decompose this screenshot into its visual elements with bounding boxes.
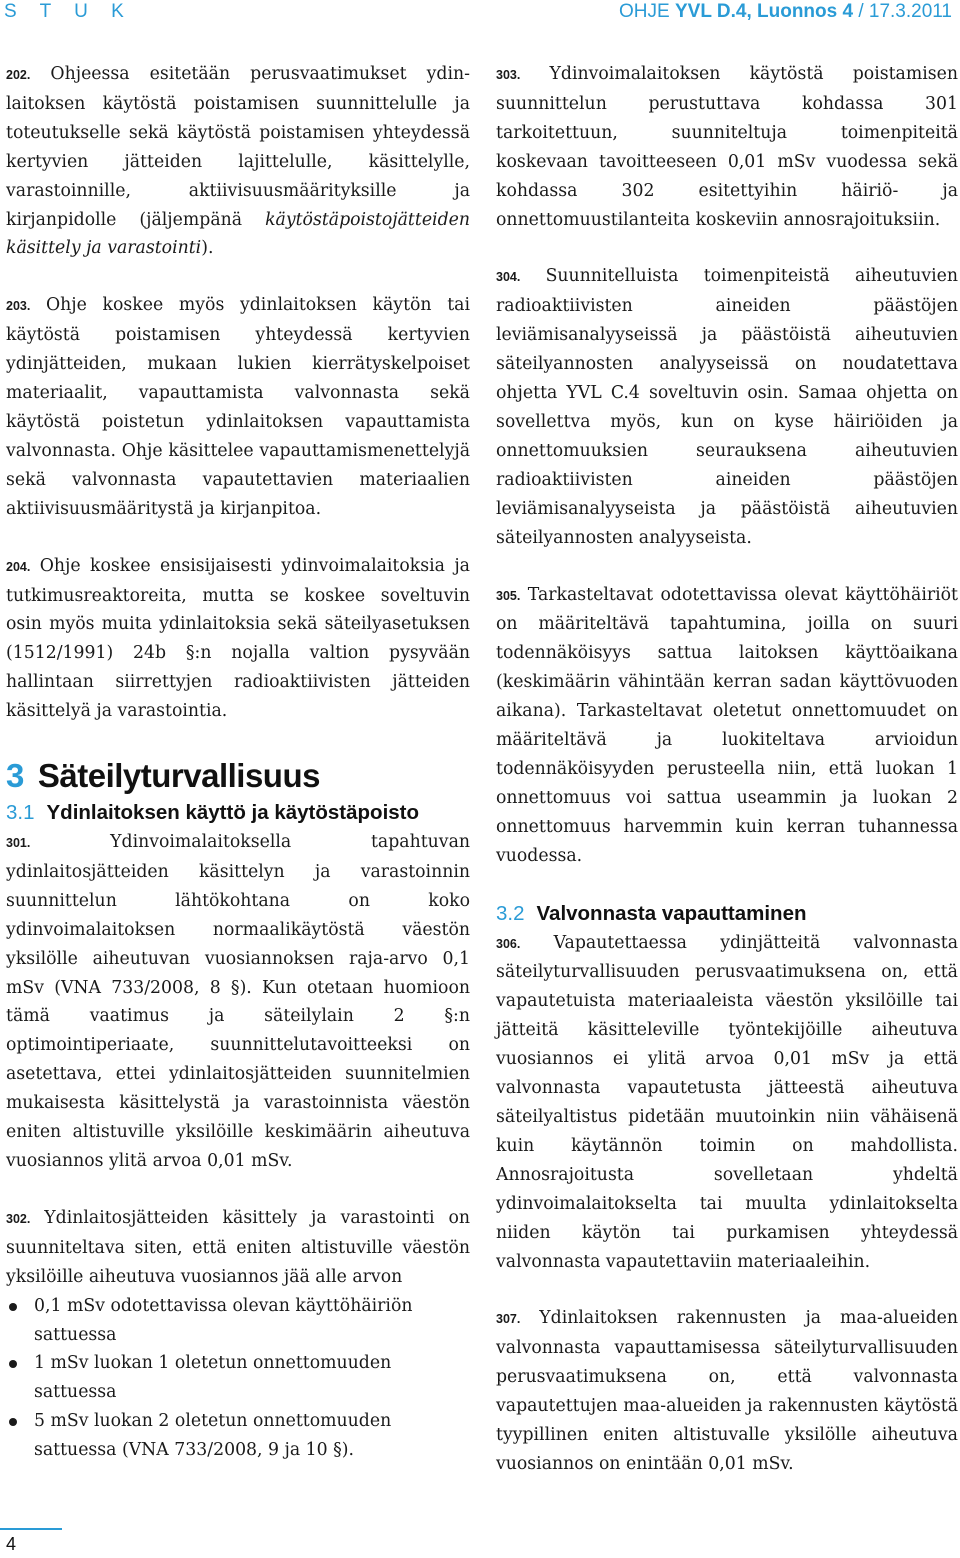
paragraph-203	[6, 291, 470, 523]
paragraph-text: Ohje koskee myös ydinlaitoksen käytön tai käytöstä poistamisen yhteydessä kertyvien ydinjätteiden, mukaan lukien kierrätyskelpoiset materiaalit, vapauttamista valvonnasta sekä käytöstä poistetun ydinlaitoksen vapauttamista valvonnasta. Ohje käsittelee vapauttamismenettelyjä sekä valvonnasta vapautettavien materiaalien aktiivisuusmääritystä ja kirjanpitoa.	[6, 295, 470, 519]
bullet-icon	[9, 1418, 17, 1426]
page-header	[0, 0, 960, 24]
paragraph-204	[6, 552, 470, 726]
footer-divider	[0, 1528, 62, 1530]
paragraph-text: Ydinvoimalaitoksella tapahtuvan ydinlaitosjätteiden käsittelyn ja varastoinnin suunnittelun lähtökohtana on koko ydinvoimalaitoksen normaalikäytöstä väestön yksilölle aiheutuvan vuosiannoksen raja-arvo 0,1 mSv (VNA 733/2008, 8 §). Kun otetaan huomioon tämä vaatimus ja säteilylain 2 §:n optimointiperiaate, suunnittelutavoitteeksi on asetettava, ettei ydinlaitosjätteiden suunnitelmien mukaisesta käsittelystä ja varastoinnista väestön eniten altistuville yksilöille keskimäärin aiheutuva vuosiannos ylitä arvoa 0,01 mSv.	[6, 832, 470, 1171]
paragraph-text: Ohje koskee ensisijaisesti ydinvoimalaitoksia ja tutkimusreaktoreita, mutta se koskee soveltuvin osin myös muita ydinlaitoksia sekä säteilyasetuksen (1512/1991) 24b §:n nojalla valtion pysyvään hallintaan siirrettyjen radioaktiivisten jätteiden käsittelyä ja varastointia.	[6, 555, 470, 722]
paragraph-text: Ohjeessa esitetään perusvaatimukset ydin-laitoksen käytöstä poistamisen suunnittelulle ja toteutukselle sekä käytöstä poistamisen yhteydessä kertyvien jätteiden lajittelulle, käsittelylle, varastoinnille, aktiivisuusmäärityksille ja kirjanpidolle (jäljempänä	[6, 64, 470, 230]
guide-prefix: OHJE	[619, 1, 675, 22]
section-3-1-heading	[6, 800, 470, 826]
list-item-text: 0,1 mSv odotettavissa olevan käyttöhäiriön sattuessa	[34, 1295, 413, 1345]
section-number: 3.2	[496, 901, 525, 925]
paragraph-text: Ydinvoimalaitoksen käytöstä poistamisen suunnittelun perustuttava kohdassa 301 tarkoitettuun, suunniteltuja toimenpiteitä koskevaan tavoitteeseen 0,01 mSv vuodessa sekä kohdassa 302 esitettyihin häiriö- ja onnettomuustilanteita koskeviin annosrajoituksiin.	[496, 64, 958, 230]
paragraph-301	[6, 828, 470, 1176]
list-item	[6, 1349, 470, 1407]
list-item	[6, 1292, 470, 1350]
right-column	[496, 60, 958, 1479]
section-number: 3	[6, 757, 24, 795]
section-3-heading	[6, 756, 470, 796]
list-item-text: 1 mSv luokan 1 oletetun onnettomuuden sattuessa	[34, 1353, 392, 1403]
paragraph-number: 306.	[496, 936, 521, 951]
guide-identifier	[619, 0, 952, 24]
paragraph-number: 203.	[6, 299, 31, 314]
paragraph-text: Vapautettaessa ydinjätteitä valvonnasta säteilyturvallisuuden perusvaatimuksena on, että vapautetuista materiaaleista väestön yksilöille tai jätteitä käsitteleville työntekijöille aiheutuva vuosiannos ei ylitä arvoa 0,01 mSv ja että valvonnasta vapautetusta jätteestä aiheutuva säteilyaltistus pidetään muutoinkin niin vähäisenä kuin käytännön toimin on mahdollista. Annosrajoitusta sovelletaan yhdeltä ydinvoimalaitokselta tai muulta ydinlaitokselta niiden käytön tai purkamisen yhteydessä valvonnasta vapautettaviin materiaaleihin.	[496, 932, 958, 1272]
section-3-2-heading	[496, 901, 958, 927]
paragraph-number: 304.	[496, 270, 521, 285]
bullet-icon	[9, 1303, 17, 1311]
paragraph-emphasis: käytöstäpoistojätteiden käsittely ja varastointi	[6, 209, 470, 259]
section-title: Valvonnasta vapauttaminen	[536, 901, 807, 925]
paragraph-306	[496, 929, 958, 1277]
guide-date: / 17.3.2011	[853, 1, 952, 22]
paragraph-number: 303.	[496, 68, 521, 82]
guide-code: YVL D.4, Luonnos 4	[674, 1, 854, 22]
paragraph-303	[496, 60, 958, 234]
paragraph-text: Ydinlaitosjätteiden käsittely ja varastointi on suunniteltava siten, että eniten altistuville väestön yksilöille aiheutuva vuosiannos jää alle arvon	[6, 1207, 470, 1287]
paragraph-text: Tarkasteltavat odotettavissa olevat käyttöhäiriöt on määriteltävä tapahtumina, joilla on suuri todennäköisyys sattua laitoksen käyttöaikana (keskimäärin vähintään kerran sadan käyttövuoden aikana). Tarkasteltavat oletetut onnettomuudet on määriteltävä ja luokiteltava arvioidun todennäköisyyden perusteella niin, että luokan 1 onnettomuus voi sattua useammin ja luokan 2 onnettomuus harvemmin kuin kerran tuhannessa vuodessa.	[496, 584, 958, 866]
paragraph-304	[496, 262, 958, 552]
paragraph-202	[6, 60, 470, 263]
paragraph-number: 202.	[6, 68, 31, 82]
bullet-icon	[9, 1360, 17, 1368]
org-name: S T U K	[4, 1, 133, 22]
paragraph-text-end: ).	[201, 238, 214, 259]
list-item-text: 5 mSv luokan 2 oletetun onnettomuuden sattuessa (VNA 733/2008, 9 ja 10 §).	[34, 1411, 392, 1461]
section-number: 3.1	[6, 801, 35, 825]
paragraph-text: Suunnitelluista toimenpiteistä aiheutuvien radioaktiivisten aineiden päästöjen leviämisanalyyseissä ja päästöistä aiheutuvien säteilyannosten analyyseissä on noudatettava ohjetta YVL C.4 soveltuvin osin. Samaa ohjetta on sovellettva myös, kun on kyse häiriöiden ja onnettomuuksien seurauksena aiheutuvien radioaktiivisten aineiden päästöjen leviämisanalyyseista ja päästöistä aiheutuvien säteilyannosten analyyseista.	[496, 266, 958, 548]
paragraph-number: 302.	[6, 1211, 31, 1226]
page-number: 4	[6, 1534, 17, 1554]
dose-limit-list	[6, 1292, 470, 1465]
section-title: Säteilyturvallisuus	[37, 757, 320, 795]
paragraph-302	[6, 1204, 470, 1292]
paragraph-number: 301.	[6, 836, 31, 851]
list-item	[6, 1407, 470, 1465]
paragraph-305	[496, 581, 958, 871]
paragraph-number: 204.	[6, 559, 31, 574]
paragraph-number: 307.	[496, 1312, 521, 1327]
paragraph-text: Ydinlaitoksen rakennusten ja maa-alueiden valvonnasta vapauttamisessa säteilyturvallisuuden perusvaatimuksena on, että valvonnasta vapautettujen maa-alueiden ja rakennusten käytöstä tyypillinen eniten altistuvalle yksilölle aiheutuva vuosiannos on enintään 0,01 mSv.	[496, 1308, 958, 1474]
left-column	[6, 60, 470, 1465]
paragraph-307	[496, 1304, 958, 1478]
paragraph-number: 305.	[496, 588, 521, 603]
section-title: Ydinlaitoksen käyttö ja käytöstäpoisto	[46, 801, 420, 825]
